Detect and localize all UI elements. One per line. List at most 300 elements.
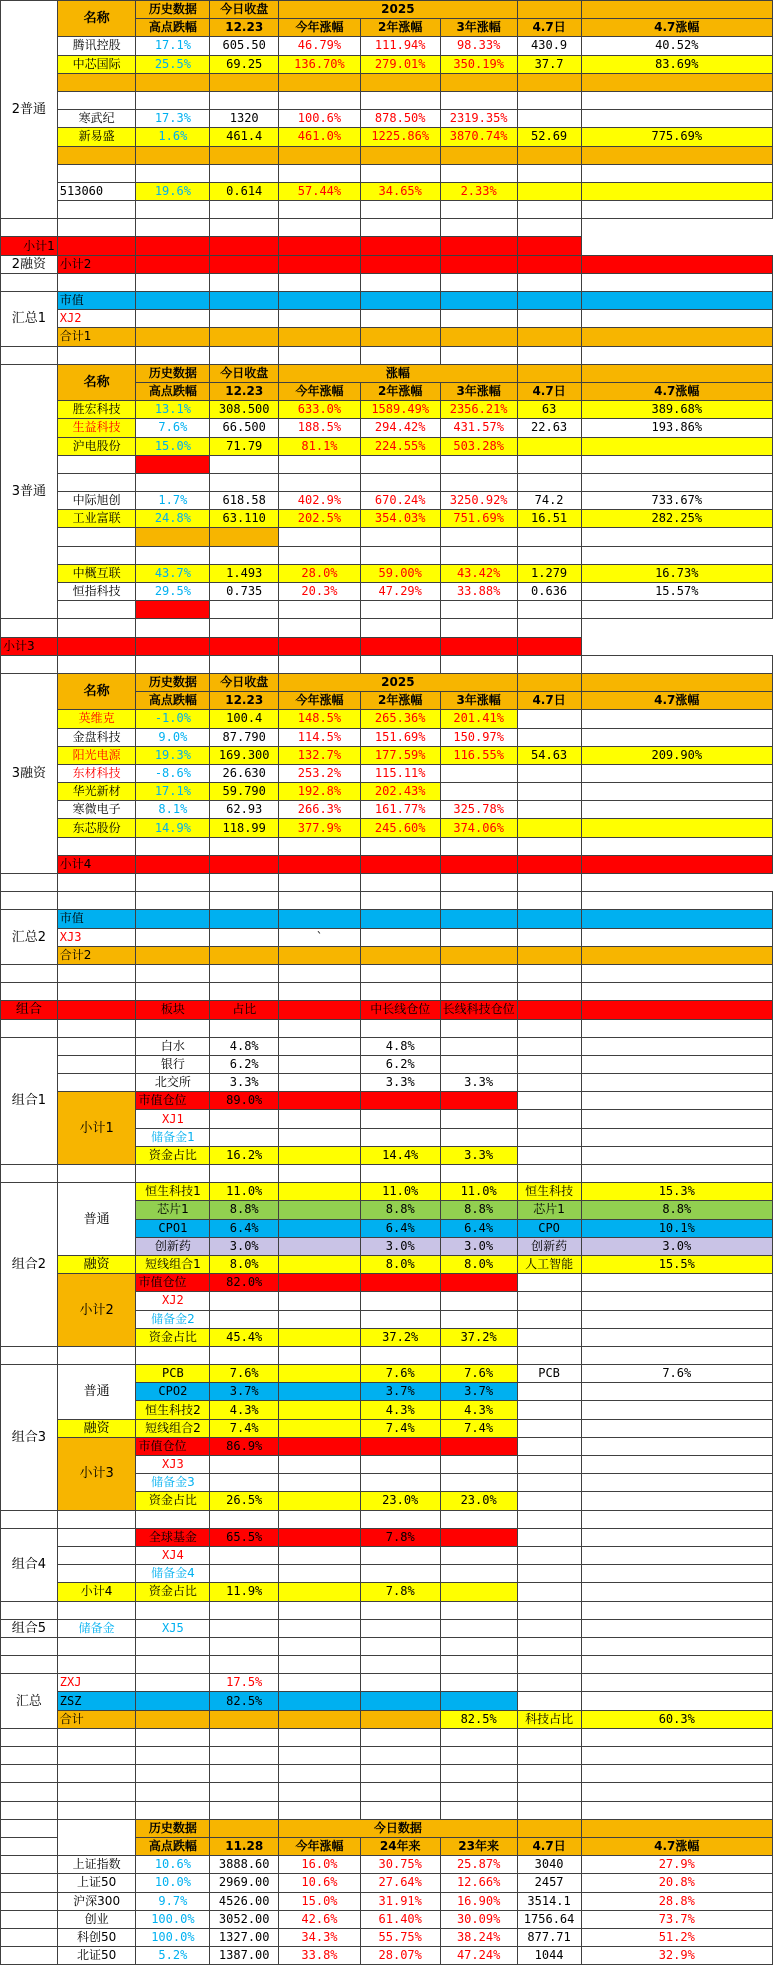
cell[interactable]	[440, 1346, 517, 1364]
cell[interactable]	[440, 73, 517, 91]
cell[interactable]	[136, 892, 210, 910]
cell[interactable]: 32.9%	[581, 1947, 772, 1965]
cell[interactable]: 普通	[57, 1183, 136, 1256]
cell[interactable]	[517, 546, 581, 564]
cell[interactable]: 1327.00	[210, 1928, 279, 1946]
cell[interactable]	[279, 1019, 361, 1037]
cell[interactable]	[517, 1692, 581, 1710]
cell[interactable]	[57, 73, 136, 91]
cell[interactable]	[360, 91, 440, 109]
cell[interactable]: 148.5%	[279, 710, 361, 728]
cell[interactable]: 中芯国际	[57, 55, 136, 73]
cell[interactable]	[279, 1183, 361, 1201]
cell[interactable]	[57, 601, 136, 619]
cell[interactable]	[440, 528, 517, 546]
cell[interactable]	[440, 1528, 517, 1546]
cell[interactable]: 45.4%	[210, 1328, 279, 1346]
cell[interactable]	[360, 455, 440, 473]
cell[interactable]	[440, 1510, 517, 1528]
cell[interactable]	[360, 164, 440, 182]
cell[interactable]	[360, 892, 440, 910]
cell[interactable]: 118.99	[210, 819, 279, 837]
cell[interactable]: 71.79	[210, 437, 279, 455]
cell[interactable]	[517, 201, 581, 219]
cell[interactable]	[210, 1656, 279, 1674]
cell[interactable]: 华光新材	[57, 783, 136, 801]
cell[interactable]: 618.58	[210, 492, 279, 510]
cell[interactable]: 188.5%	[279, 419, 361, 437]
cell[interactable]: 69.25	[210, 55, 279, 73]
cell[interactable]	[360, 1456, 440, 1474]
cell[interactable]	[57, 655, 136, 673]
cell[interactable]: 54.63	[517, 746, 581, 764]
cell[interactable]	[210, 346, 279, 364]
cell[interactable]	[581, 1092, 772, 1110]
cell[interactable]	[57, 1637, 136, 1655]
cell[interactable]	[279, 1510, 361, 1528]
cell[interactable]: 2319.35%	[440, 110, 517, 128]
cell[interactable]: 877.71	[517, 1928, 581, 1946]
cell[interactable]: 2457	[517, 1874, 581, 1892]
cell[interactable]: 今年涨幅	[279, 19, 361, 37]
cell[interactable]	[279, 292, 361, 310]
cell[interactable]	[136, 473, 210, 491]
cell[interactable]: 寒微电子	[57, 801, 136, 819]
cell[interactable]: 114.5%	[279, 728, 361, 746]
cell[interactable]: 34.3%	[279, 1928, 361, 1946]
cell[interactable]	[517, 1747, 581, 1765]
cell[interactable]	[581, 819, 772, 837]
cell[interactable]: 100.0%	[136, 1928, 210, 1946]
cell[interactable]	[360, 255, 440, 273]
cell[interactable]	[136, 874, 210, 892]
cell[interactable]: 2969.00	[210, 1874, 279, 1892]
section-label-g2[interactable]: 组合2	[1, 1183, 58, 1347]
cell[interactable]: 66.500	[210, 419, 279, 437]
cell[interactable]	[279, 328, 361, 346]
cell[interactable]	[360, 1747, 440, 1765]
cell[interactable]	[136, 1019, 210, 1037]
cell[interactable]	[517, 637, 581, 655]
cell[interactable]	[279, 1165, 361, 1183]
cell[interactable]	[581, 1692, 772, 1710]
cell[interactable]: 恒生科技	[517, 1183, 581, 1201]
cell[interactable]: 上证50	[57, 1874, 136, 1892]
cell[interactable]: 11.9%	[210, 1583, 279, 1601]
cell[interactable]	[136, 328, 210, 346]
cell[interactable]: 30.75%	[360, 1856, 440, 1874]
cell[interactable]	[136, 928, 210, 946]
cell[interactable]: 英维克	[57, 710, 136, 728]
cell[interactable]	[440, 273, 517, 291]
cell[interactable]	[360, 1637, 440, 1655]
cell[interactable]: 9.0%	[136, 728, 210, 746]
cell[interactable]	[440, 1110, 517, 1128]
cell[interactable]	[440, 764, 517, 782]
cell[interactable]	[279, 1437, 361, 1455]
cell[interactable]	[136, 1765, 210, 1783]
cell[interactable]: 61.40%	[360, 1910, 440, 1928]
cell[interactable]: 普通	[57, 1365, 136, 1420]
cell[interactable]: 历史数据	[136, 1819, 210, 1837]
cell[interactable]: 8.0%	[210, 1255, 279, 1273]
cell[interactable]: 3052.00	[210, 1910, 279, 1928]
cell[interactable]: 沪电股份	[57, 437, 136, 455]
cell[interactable]	[440, 473, 517, 491]
cell[interactable]: 7.4%	[440, 1419, 517, 1437]
cell[interactable]	[440, 1165, 517, 1183]
cell[interactable]: 751.69%	[440, 510, 517, 528]
cell[interactable]	[279, 1492, 361, 1510]
cell[interactable]	[517, 819, 581, 837]
cell[interactable]	[360, 1765, 440, 1783]
cell[interactable]	[210, 546, 279, 564]
cell[interactable]	[440, 1692, 517, 1710]
cell[interactable]	[440, 1092, 517, 1110]
cell[interactable]: 7.4%	[360, 1419, 440, 1437]
cell[interactable]: 37.2%	[360, 1328, 440, 1346]
cell[interactable]	[581, 364, 772, 382]
cell[interactable]	[440, 1619, 517, 1637]
cell[interactable]: 81.1%	[279, 437, 361, 455]
cell[interactable]: 5.2%	[136, 1947, 210, 1965]
cell[interactable]: 恒指科技	[57, 583, 136, 601]
cell[interactable]	[440, 837, 517, 855]
cell[interactable]: 15.0%	[279, 1892, 361, 1910]
cell[interactable]	[57, 964, 136, 982]
cell[interactable]	[517, 1328, 581, 1346]
cell[interactable]: 1.493	[210, 564, 279, 582]
cell[interactable]: XJ2	[57, 310, 136, 328]
cell[interactable]: 4.7涨幅	[581, 19, 772, 37]
cell[interactable]	[517, 946, 581, 964]
cell[interactable]	[57, 619, 136, 637]
cell[interactable]	[517, 73, 581, 91]
cell[interactable]: 63	[517, 401, 581, 419]
cell[interactable]	[57, 528, 136, 546]
cell[interactable]: 0.636	[517, 583, 581, 601]
cell[interactable]: 265.36%	[360, 710, 440, 728]
cell[interactable]	[517, 619, 581, 637]
cell[interactable]	[57, 1656, 136, 1674]
cell[interactable]	[279, 1110, 361, 1128]
cell[interactable]: 1756.64	[517, 1910, 581, 1928]
cell[interactable]	[581, 1492, 772, 1510]
cell[interactable]	[1, 1856, 58, 1874]
cell[interactable]	[517, 1674, 581, 1692]
section-label-s1[interactable]: 2普通	[1, 1, 58, 219]
cell[interactable]: 板块	[136, 1001, 210, 1019]
cell[interactable]	[440, 346, 517, 364]
cell[interactable]: 小计1	[57, 1092, 136, 1165]
cell[interactable]: 374.06%	[440, 819, 517, 837]
cell[interactable]	[210, 837, 279, 855]
cell[interactable]	[517, 655, 581, 673]
cell[interactable]	[279, 91, 361, 109]
cell[interactable]	[360, 1656, 440, 1674]
cell[interactable]: 芯片1	[136, 1201, 210, 1219]
cell[interactable]	[1, 1910, 58, 1928]
cell[interactable]: 7.6%	[440, 1365, 517, 1383]
cell[interactable]	[210, 964, 279, 982]
cell[interactable]: 19.6%	[136, 182, 210, 200]
cell[interactable]: 中际旭创	[57, 492, 136, 510]
cell[interactable]: 4.3%	[360, 1401, 440, 1419]
cell[interactable]: 7.4%	[210, 1419, 279, 1437]
cell[interactable]	[136, 1601, 210, 1619]
cell[interactable]	[210, 619, 279, 637]
cell[interactable]	[136, 219, 210, 237]
cell[interactable]	[440, 1019, 517, 1037]
cell[interactable]: 3.3%	[440, 1146, 517, 1164]
cell[interactable]: 27.9%	[581, 1856, 772, 1874]
cell[interactable]	[581, 1656, 772, 1674]
cell[interactable]	[360, 328, 440, 346]
cell[interactable]: 储备金2	[136, 1310, 210, 1328]
cell[interactable]: 小计4	[57, 855, 136, 873]
cell[interactable]: 169.300	[210, 746, 279, 764]
cell[interactable]	[136, 455, 210, 473]
cell[interactable]	[136, 310, 210, 328]
cell[interactable]	[360, 346, 440, 364]
cell[interactable]: 8.1%	[136, 801, 210, 819]
cell[interactable]	[279, 1074, 361, 1092]
cell[interactable]	[581, 455, 772, 473]
cell[interactable]: 资金占比	[136, 1328, 210, 1346]
cell[interactable]: 503.28%	[440, 437, 517, 455]
cell[interactable]: 工业富联	[57, 510, 136, 528]
cell[interactable]: 合计2	[57, 946, 136, 964]
cell[interactable]	[136, 1656, 210, 1674]
cell[interactable]	[57, 1565, 136, 1583]
cell[interactable]	[581, 1292, 772, 1310]
cell[interactable]: 1387.00	[210, 1947, 279, 1965]
cell[interactable]: 7.6%	[360, 1365, 440, 1383]
cell[interactable]	[360, 601, 440, 619]
cell[interactable]	[279, 273, 361, 291]
cell[interactable]	[57, 1728, 136, 1746]
cell[interactable]	[57, 473, 136, 491]
cell[interactable]: 科创50	[57, 1928, 136, 1946]
cell[interactable]	[581, 1055, 772, 1073]
cell[interactable]	[581, 1383, 772, 1401]
cell[interactable]: 16.73%	[581, 564, 772, 582]
section-label-s3[interactable]: 汇总1	[1, 292, 58, 347]
cell[interactable]	[360, 1310, 440, 1328]
cell[interactable]: 25.87%	[440, 1856, 517, 1874]
cell[interactable]	[360, 874, 440, 892]
cell[interactable]	[360, 1674, 440, 1692]
cell[interactable]: 2356.21%	[440, 401, 517, 419]
cell[interactable]: 308.500	[210, 401, 279, 419]
cell[interactable]: 阳光电源	[57, 746, 136, 764]
cell[interactable]: 10.6%	[136, 1856, 210, 1874]
cell[interactable]: 17.1%	[136, 37, 210, 55]
cell[interactable]	[57, 1765, 136, 1783]
cell[interactable]	[581, 1346, 772, 1364]
cell[interactable]	[279, 1292, 361, 1310]
cell[interactable]	[517, 1456, 581, 1474]
cell[interactable]	[581, 1419, 772, 1437]
cell[interactable]	[517, 91, 581, 109]
cell[interactable]	[279, 1528, 361, 1546]
cell[interactable]: 2年涨幅	[360, 382, 440, 400]
cell[interactable]: 2025	[279, 1, 518, 19]
cell[interactable]: 上证指数	[57, 1856, 136, 1874]
cell[interactable]: 202.43%	[360, 783, 440, 801]
cell[interactable]	[517, 892, 581, 910]
cell[interactable]	[1, 1765, 58, 1783]
cell[interactable]	[440, 219, 517, 237]
cell[interactable]	[440, 928, 517, 946]
cell[interactable]	[440, 146, 517, 164]
cell[interactable]	[360, 528, 440, 546]
cell[interactable]	[1, 1728, 58, 1746]
cell[interactable]	[279, 201, 361, 219]
cell[interactable]	[279, 892, 361, 910]
cell[interactable]	[1, 1165, 58, 1183]
cell[interactable]	[57, 1783, 136, 1801]
cell[interactable]: 23年来	[440, 1837, 517, 1855]
cell[interactable]: 高点跌幅	[136, 1837, 210, 1855]
cell[interactable]: 0.735	[210, 583, 279, 601]
cell[interactable]	[517, 1383, 581, 1401]
cell[interactable]	[57, 1801, 136, 1819]
cell[interactable]	[136, 637, 210, 655]
cell[interactable]	[136, 964, 210, 982]
cell[interactable]	[279, 1401, 361, 1419]
cell[interactable]	[279, 1201, 361, 1219]
cell[interactable]	[581, 673, 772, 691]
cell[interactable]: 资金占比	[136, 1492, 210, 1510]
cell[interactable]	[440, 655, 517, 673]
cell[interactable]: 34.65%	[360, 182, 440, 200]
cell[interactable]: 合计	[57, 1710, 136, 1728]
cell[interactable]	[210, 1546, 279, 1564]
cell[interactable]: 今年涨幅	[279, 382, 361, 400]
cell[interactable]	[279, 1546, 361, 1564]
cell[interactable]	[581, 346, 772, 364]
cell[interactable]: 今日收盘	[210, 673, 279, 691]
cell[interactable]	[57, 1001, 136, 1019]
cell[interactable]	[136, 1165, 210, 1183]
cell[interactable]: CPO	[517, 1219, 581, 1237]
cell[interactable]: 创新药	[517, 1237, 581, 1255]
cell[interactable]	[581, 164, 772, 182]
cell[interactable]: 2年涨幅	[360, 19, 440, 37]
cell[interactable]: 北交所	[136, 1074, 210, 1092]
cell[interactable]	[581, 1565, 772, 1583]
cell[interactable]	[581, 1074, 772, 1092]
cell[interactable]	[517, 1583, 581, 1601]
cell[interactable]: 193.86%	[581, 419, 772, 437]
cell[interactable]	[440, 1437, 517, 1455]
cell[interactable]	[279, 528, 361, 546]
cell[interactable]	[210, 1619, 279, 1637]
cell[interactable]	[360, 1110, 440, 1128]
cell[interactable]: 26.630	[210, 764, 279, 782]
cell[interactable]: 3年涨幅	[440, 692, 517, 710]
cell[interactable]	[210, 1456, 279, 1474]
cell[interactable]: 市值	[57, 910, 136, 928]
cell[interactable]: 245.60%	[360, 819, 440, 837]
section-label-s6[interactable]: 汇总2	[1, 910, 58, 965]
cell[interactable]: 16.90%	[440, 1892, 517, 1910]
cell[interactable]: 3.0%	[210, 1237, 279, 1255]
cell[interactable]: 合计1	[57, 328, 136, 346]
cell[interactable]	[440, 164, 517, 182]
cell[interactable]: 历史数据	[136, 364, 210, 382]
cell[interactable]: 74.2	[517, 492, 581, 510]
cell[interactable]: 高点跌幅	[136, 382, 210, 400]
cell[interactable]	[57, 146, 136, 164]
cell[interactable]	[440, 1055, 517, 1073]
cell[interactable]	[517, 1437, 581, 1455]
cell[interactable]	[210, 983, 279, 1001]
cell[interactable]: 8.8%	[581, 1201, 772, 1219]
cell[interactable]	[440, 910, 517, 928]
cell[interactable]	[279, 855, 361, 873]
cell[interactable]	[581, 1310, 772, 1328]
cell[interactable]	[581, 1801, 772, 1819]
cell[interactable]	[517, 455, 581, 473]
cell[interactable]	[279, 1255, 361, 1273]
cell[interactable]	[1, 1656, 58, 1674]
cell[interactable]	[210, 219, 279, 237]
cell[interactable]: XJ2	[136, 1292, 210, 1310]
cell[interactable]	[581, 801, 772, 819]
cell[interactable]	[279, 1456, 361, 1474]
cell[interactable]: 恒生科技2	[136, 1401, 210, 1419]
cell[interactable]	[279, 455, 361, 473]
cell[interactable]: 今日数据	[279, 1819, 518, 1837]
cell[interactable]	[279, 946, 361, 964]
cell[interactable]	[1, 1346, 58, 1364]
cell[interactable]	[279, 1783, 361, 1801]
cell[interactable]	[279, 1656, 361, 1674]
cell[interactable]	[1, 1601, 58, 1619]
cell[interactable]: 13.1%	[136, 401, 210, 419]
cell[interactable]	[517, 983, 581, 1001]
cell[interactable]: 224.55%	[360, 437, 440, 455]
cell[interactable]: 83.69%	[581, 55, 772, 73]
cell[interactable]	[210, 874, 279, 892]
cell[interactable]	[279, 1055, 361, 1073]
cell[interactable]	[136, 164, 210, 182]
cell[interactable]: 279.01%	[360, 55, 440, 73]
cell[interactable]: 28.0%	[279, 564, 361, 582]
cell[interactable]	[136, 1783, 210, 1801]
cell[interactable]	[581, 1274, 772, 1292]
cell[interactable]: 1.7%	[136, 492, 210, 510]
cell[interactable]	[440, 1601, 517, 1619]
cell[interactable]	[210, 1510, 279, 1528]
cell[interactable]: 3年涨幅	[440, 382, 517, 400]
cell[interactable]	[581, 1, 772, 19]
cell[interactable]	[279, 1310, 361, 1328]
cell[interactable]: 86.9%	[210, 1437, 279, 1455]
cell[interactable]: 4.7日	[517, 382, 581, 400]
cell[interactable]: 52.69	[517, 128, 581, 146]
cell[interactable]	[581, 292, 772, 310]
cell[interactable]	[1, 1892, 58, 1910]
cell[interactable]	[360, 473, 440, 491]
cell[interactable]	[136, 910, 210, 928]
cell[interactable]: 沪深300	[57, 1892, 136, 1910]
cell[interactable]	[360, 1437, 440, 1455]
cell[interactable]	[210, 292, 279, 310]
cell[interactable]	[440, 1747, 517, 1765]
